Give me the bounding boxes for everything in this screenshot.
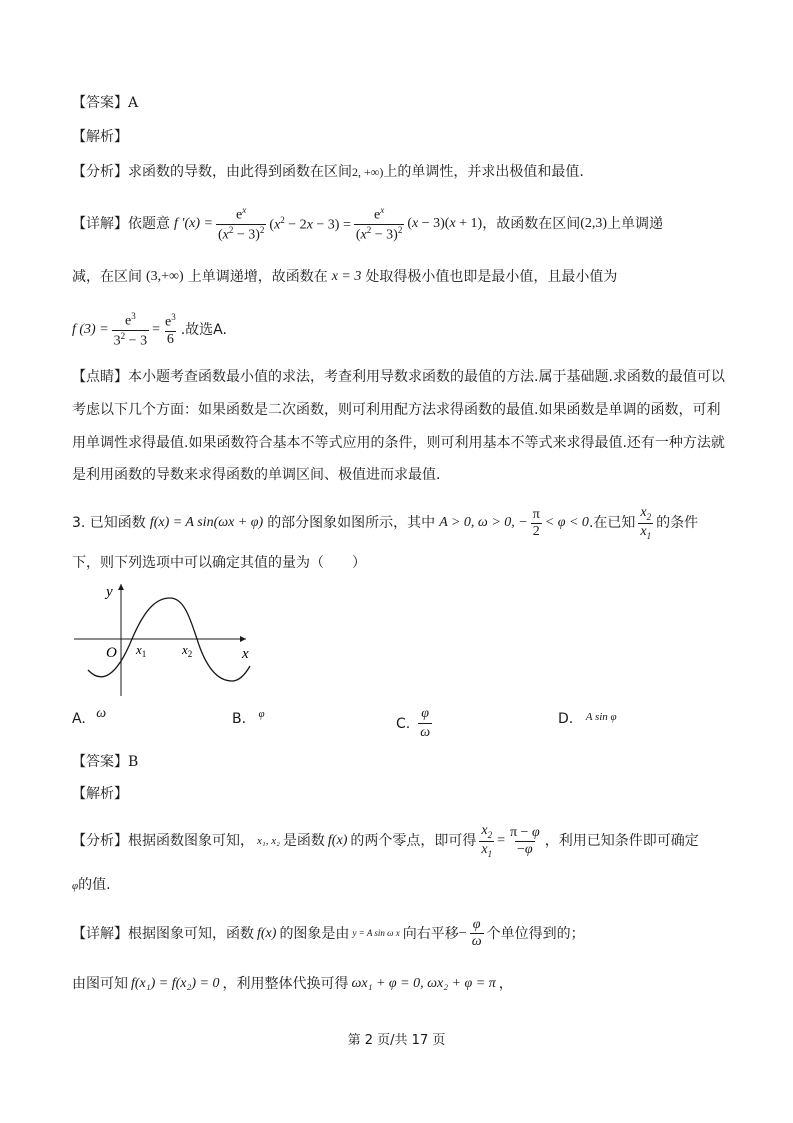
fenxi2-line-1: 【分析】 根据函数图象可知， x₁, x₂ 是函数 f(x) 的两个零点，即可得 $\frac{x_2}{x_1}$ = $\frac{\pi - \varphi}{-\varphi}$ ，利用已知条件即可确定 [72, 823, 699, 859]
interval: 2, +∞) [352, 165, 384, 179]
detail-line-1 [72, 206, 663, 242]
detail2-line-1: 【详解】 根据图象可知，函数 f(x) 的图象是由 y = A sin ω x 向右平移 − $\frac{\varphi}{\omega}$ 个单位得到的； [72, 917, 585, 949]
fenxi-tag: 【分析】 [72, 164, 128, 180]
base-function: y = A sin ω x [352, 928, 400, 938]
detail-text-3: 上单调递 [607, 216, 664, 233]
answer-line [72, 96, 138, 110]
fenxi-text-a: 求函数的导数，由此得到函数在区间 [128, 164, 352, 180]
x-label: x [242, 646, 249, 662]
detail-line-2 [72, 270, 617, 284]
x2-over-x1: $\frac{x_2}{x_1}$ [640, 505, 652, 541]
x1-label: $x_1$ [136, 642, 147, 659]
option-c[interactable]: C. $\frac{\varphi}{\omega}$ [396, 706, 431, 740]
detail-line-3: f (3) = $\frac{e^3}{3^2 - 3}$ = $\frac{e^3}{6}$ .故选A. [72, 311, 227, 349]
x-eq-3: x = 3 [331, 269, 362, 284]
q3-function: f(x) = A sin(ωx + φ) [149, 515, 264, 531]
analysis-heading [72, 130, 128, 144]
dianjing-text-1: 本小题考查函数最小值的求法，考查利用导数求函数的最值的方法.属于基础题.求函数的最值可以 [128, 369, 725, 385]
fraction-2: $\frac{e^x}{(x^2 - 3)^2}$ [355, 205, 403, 243]
fraction-3: $\frac{e^3}{3^2 - 3}$ [113, 311, 148, 349]
detail-line2-a: 减，在区间 [72, 269, 142, 285]
pi-over-2: $\frac{\pi}{2}$ [532, 506, 540, 539]
answer2-line: 【答案】B [72, 754, 139, 770]
zeros-expr: x₁, x₂ [257, 834, 280, 847]
q3-text-2: .在已知 [588, 515, 636, 532]
detail-end: .故选A. [180, 322, 227, 339]
option-d[interactable]: D. $^{A sin \varphi}$ [558, 711, 617, 727]
fenxi2-line-2: φ的值. [72, 877, 111, 893]
page-footer: 第 2 页/共 17 页 [347, 1033, 446, 1048]
dianjing-line-1 [72, 370, 725, 384]
dianjing-line-3: 用单调性求得最值.如果函数符合基本不等式应用的条件，则可利用基本不等式来求得最值.还有一种方法就 [72, 435, 725, 451]
interval-a: (2,3) [580, 216, 608, 232]
analysis2-heading: 【解析】 [72, 786, 128, 802]
q3-line-1 [72, 506, 698, 541]
detail-text-2: ，故函数在区间 [482, 216, 581, 233]
analysis-tag: 【解析】 [72, 129, 128, 145]
factor-1: $(x^2 - 2x - 3)$ = [269, 214, 351, 233]
fprime-expr: f ′(x) = [174, 216, 213, 232]
q3-line-2: 下，则下列选项中可以确定其值的量为（ ） [72, 555, 366, 571]
detail2-line-2: 由图可知 f(x₁) = f(x₂) = 0 ，利用整体代换可得 ωx₁ + φ = 0, ωx₂ + φ = π ， [72, 976, 513, 992]
dianjing-tag: 【点睛】 [72, 369, 128, 385]
dianjing-line-4: 是利用函数的导数来求得函数的单调区间、极值进而求最值. [72, 467, 441, 483]
fraction-1: $\frac{e^x}{(x^2 - 3)^2}$ [217, 205, 265, 243]
x2-label: $x_2$ [182, 642, 193, 659]
pi-phi-fraction: $\frac{\pi - \varphi}{-\varphi}$ [509, 824, 540, 857]
y-label: y [106, 584, 113, 600]
eq1: f(x₁) = f(x₂) = 0 [131, 976, 220, 991]
factor-2: (x − 3)(x + 1) [407, 216, 483, 232]
eq2: ωx₁ + φ = 0, ωx₂ + φ = π [351, 976, 496, 991]
f3-expr: f (3) = [72, 322, 109, 338]
origin-label: O [106, 645, 117, 661]
q3-cond2: < φ < 0 [544, 515, 589, 531]
answer2-value: B [128, 754, 139, 770]
detail-text-1: 依题意 [128, 216, 170, 233]
option-b[interactable]: B. $^\varphi$ [232, 708, 265, 727]
dianjing-line-2: 考虑以下几个方面：如果函数是二次函数，则可利用配方法求得函数的最值.如果函数是单调的函数，可利 [72, 402, 721, 418]
fenxi-text-b: 上的单调性，并求出极值和最值. [383, 164, 584, 180]
fraction-4: $\frac{e^3}{6}$ [164, 312, 176, 347]
detail-line2-c: 处取得极小值也即是最小值，且最小值为 [365, 269, 618, 285]
phi-over-omega: $\frac{\varphi}{\omega}$ [471, 917, 482, 949]
q3-number: 3. 已知函数 [72, 515, 146, 532]
interval-b: (3,+∞) [146, 269, 184, 284]
fenxi-line [72, 165, 584, 179]
detail-line2-b: 上单调递增，故函数在 [187, 269, 328, 285]
detail-tag: 【详解】 [72, 216, 128, 233]
q3-text-3: 的条件 [656, 515, 699, 532]
q3-cond: A > 0, ω > 0, − [439, 515, 528, 531]
option-a[interactable]: A. ω [72, 706, 107, 727]
q3-text-1: 的部分图象如图所示，其中 [267, 515, 436, 532]
answer-tag: 【答案】 [72, 95, 128, 111]
answer-value: A [128, 95, 139, 111]
sine-graph [70, 578, 260, 700]
ratio-fraction: $\frac{x_2}{x_1}$ [481, 823, 493, 859]
